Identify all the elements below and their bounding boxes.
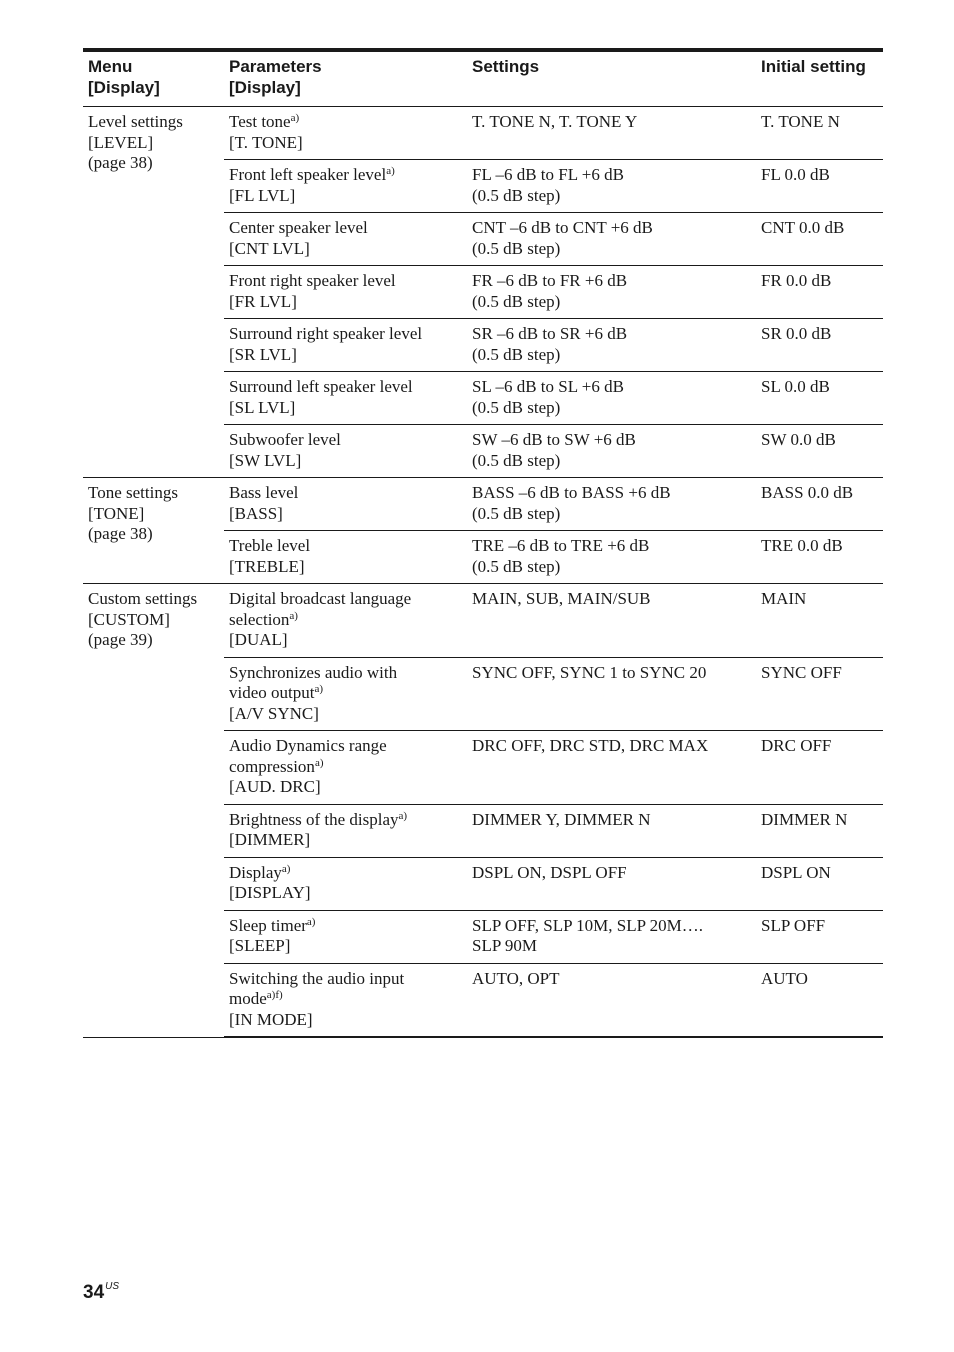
settings-line: (0.5 dB step) xyxy=(472,344,561,364)
display-code: [FL LVL] xyxy=(229,185,296,205)
settings-cell xyxy=(467,963,756,1037)
menu-line: Tone settings xyxy=(88,483,178,502)
parameter-line xyxy=(229,969,461,990)
parameter-name: Synchronizes audio with xyxy=(229,662,398,682)
initial-setting-cell: SLP OFF xyxy=(756,910,883,963)
parameter-line xyxy=(229,218,461,239)
settings-line: (0.5 dB step) xyxy=(472,450,561,470)
parameter-line xyxy=(229,663,461,684)
parameter-line xyxy=(229,430,461,451)
menu-line: (page 38) xyxy=(88,153,153,172)
parameter-cell xyxy=(224,425,467,478)
parameter-line xyxy=(229,989,461,1010)
display-code: [CNT LVL] xyxy=(229,238,310,258)
settings-line: SLP OFF, SLP 10M, SLP 20M…. xyxy=(472,915,704,935)
parameter-line xyxy=(229,757,461,778)
parameter-cell xyxy=(224,266,467,319)
parameter-name: selection xyxy=(229,609,290,629)
footnote-marker: a) xyxy=(386,164,395,177)
footnote-marker: a) xyxy=(314,682,324,695)
settings-table-container xyxy=(83,48,883,1038)
header-menu xyxy=(83,52,224,107)
settings-line: (0.5 dB step) xyxy=(472,291,561,311)
menu-line: Level settings xyxy=(88,112,183,131)
footnote-marker: a) xyxy=(314,756,324,769)
display-code: [DISPLAY] xyxy=(229,883,311,902)
display-code: [SW LVL] xyxy=(229,450,302,470)
parameter-name: Switching the audio input xyxy=(229,968,405,988)
parameter-cell xyxy=(224,319,467,372)
parameter-line xyxy=(229,377,461,398)
parameter-line xyxy=(229,683,461,704)
page-number-value: 34 xyxy=(83,1282,105,1303)
display-code: [SL LVL] xyxy=(229,397,296,417)
settings-cell xyxy=(467,531,756,584)
parameter-line xyxy=(229,610,461,631)
menu-line: [LEVEL] xyxy=(88,132,154,152)
menu-line: [CUSTOM] xyxy=(88,609,170,629)
parameter-cell xyxy=(224,478,467,531)
initial-setting-cell: SL 0.0 dB xyxy=(756,372,883,425)
initial-setting-cell: CNT 0.0 dB xyxy=(756,213,883,266)
settings-cell xyxy=(467,478,756,531)
settings-line: (0.5 dB step) xyxy=(472,238,561,258)
menu-line: Custom settings xyxy=(88,589,198,608)
settings-line: SLP 90M xyxy=(472,936,538,955)
settings-line: CNT –6 dB to CNT +6 dB xyxy=(472,218,653,237)
display-code: [T. TONE] xyxy=(229,132,303,152)
table-header-row xyxy=(83,52,883,107)
parameter-name: Front left speaker level xyxy=(229,165,387,184)
settings-line: TRE –6 dB to TRE +6 dB xyxy=(472,536,650,555)
initial-setting-cell: SR 0.0 dB xyxy=(756,319,883,372)
initial-setting-cell: SW 0.0 dB xyxy=(756,425,883,478)
table-row xyxy=(83,584,883,658)
parameter-name: Surround right speaker level xyxy=(229,324,423,343)
menu-cell xyxy=(83,107,224,478)
settings-line: SR –6 dB to SR +6 dB xyxy=(472,324,628,343)
parameter-name: Brightness of the display xyxy=(229,809,399,829)
menu-cell xyxy=(83,584,224,1038)
initial-setting-cell: SYNC OFF xyxy=(756,657,883,731)
footnote-marker: a) xyxy=(281,862,291,875)
display-code: [FR LVL] xyxy=(229,291,297,311)
display-code: [TREBLE] xyxy=(229,556,305,576)
initial-setting-cell: DRC OFF xyxy=(756,731,883,805)
menu-line: (page 38) xyxy=(88,524,153,543)
header-menu-line: [Display] xyxy=(88,78,160,97)
initial-setting-cell: AUTO xyxy=(756,963,883,1037)
header-settings: Settings xyxy=(467,52,756,107)
settings-line: FR –6 dB to FR +6 dB xyxy=(472,271,628,290)
parameter-name: Digital broadcast language xyxy=(229,589,412,608)
footnote-marker: a) xyxy=(290,111,300,124)
parameter-cell xyxy=(224,731,467,805)
parameter-line xyxy=(229,324,461,345)
settings-cell xyxy=(467,731,756,805)
table-row xyxy=(83,107,883,160)
parameter-name: Subwoofer level xyxy=(229,430,341,449)
parameter-name: Treble level xyxy=(229,536,311,555)
settings-cell xyxy=(467,160,756,213)
parameter-name: Display xyxy=(229,862,282,882)
settings-line: (0.5 dB step) xyxy=(472,185,561,205)
header-initial-setting: Initial setting xyxy=(756,52,883,107)
menu-cell xyxy=(83,478,224,584)
initial-setting-cell: DIMMER N xyxy=(756,804,883,857)
footnote-marker: a) xyxy=(289,609,298,622)
parameter-line xyxy=(229,589,461,610)
parameter-name: Audio Dynamics range xyxy=(229,736,387,755)
settings-line: (0.5 dB step) xyxy=(472,503,561,523)
parameter-line xyxy=(229,483,461,504)
parameter-name: Front right speaker level xyxy=(229,271,396,290)
display-code: [IN MODE] xyxy=(229,1009,313,1029)
settings-table xyxy=(83,52,883,1038)
page-number xyxy=(83,1281,119,1304)
parameter-cell xyxy=(224,804,467,857)
parameter-name: video output xyxy=(229,683,315,702)
settings-cell xyxy=(467,372,756,425)
settings-cell xyxy=(467,266,756,319)
parameter-cell xyxy=(224,657,467,731)
parameter-line xyxy=(229,271,461,292)
footnote-marker: a) xyxy=(398,809,408,822)
parameter-name: mode xyxy=(229,989,267,1008)
parameter-cell xyxy=(224,963,467,1037)
settings-line: (0.5 dB step) xyxy=(472,556,561,576)
settings-cell xyxy=(467,804,756,857)
parameter-cell xyxy=(224,213,467,266)
parameter-cell xyxy=(224,160,467,213)
parameter-cell xyxy=(224,857,467,910)
settings-line: FL –6 dB to FL +6 dB xyxy=(472,165,624,184)
settings-line: DIMMER Y, DIMMER N xyxy=(472,809,651,829)
parameter-line xyxy=(229,536,461,557)
initial-setting-cell: BASS 0.0 dB xyxy=(756,478,883,531)
initial-setting-cell: MAIN xyxy=(756,584,883,658)
settings-line: DRC OFF, DRC STD, DRC MAX xyxy=(472,736,709,755)
display-code: [BASS] xyxy=(229,503,283,523)
settings-cell xyxy=(467,657,756,731)
parameter-name: Sleep timer xyxy=(229,915,307,935)
settings-cell xyxy=(467,107,756,160)
parameter-line xyxy=(229,916,461,937)
header-parameters xyxy=(224,52,467,107)
parameter-line xyxy=(229,863,461,884)
footnote-marker: a)f) xyxy=(266,988,283,1001)
settings-cell xyxy=(467,319,756,372)
header-parameters-line: [Display] xyxy=(229,78,301,97)
initial-setting-cell: TRE 0.0 dB xyxy=(756,531,883,584)
parameter-line xyxy=(229,810,461,831)
parameter-line xyxy=(229,736,461,757)
settings-line: DSPL ON, DSPL OFF xyxy=(472,862,627,882)
header-menu-line: Menu xyxy=(88,57,133,76)
parameter-cell xyxy=(224,531,467,584)
settings-line: BASS –6 dB to BASS +6 dB xyxy=(472,483,671,502)
parameter-line xyxy=(229,165,461,186)
settings-line: (0.5 dB step) xyxy=(472,397,561,417)
settings-line: SYNC OFF, SYNC 1 to SYNC 20 xyxy=(472,662,707,682)
display-code: [DUAL] xyxy=(229,630,288,649)
initial-setting-cell: FL 0.0 dB xyxy=(756,160,883,213)
settings-cell xyxy=(467,584,756,658)
parameter-cell xyxy=(224,910,467,963)
parameter-name: Bass level xyxy=(229,483,299,502)
settings-cell xyxy=(467,910,756,963)
footnote-marker: a) xyxy=(306,915,316,928)
header-parameters-line: Parameters xyxy=(229,57,322,76)
display-code: [DIMMER] xyxy=(229,830,311,849)
menu-line: (page 39) xyxy=(88,630,153,649)
page-region: US xyxy=(105,1281,120,1292)
settings-line: SL –6 dB to SL +6 dB xyxy=(472,377,624,396)
settings-line: SW –6 dB to SW +6 dB xyxy=(472,430,636,449)
initial-setting-cell: T. TONE N xyxy=(756,107,883,160)
settings-cell xyxy=(467,425,756,478)
parameter-cell xyxy=(224,372,467,425)
menu-line: [TONE] xyxy=(88,503,145,523)
parameter-cell xyxy=(224,107,467,160)
display-code: [SR LVL] xyxy=(229,344,297,364)
initial-setting-cell: DSPL ON xyxy=(756,857,883,910)
settings-cell xyxy=(467,857,756,910)
parameter-name: Test tone xyxy=(229,112,291,131)
initial-setting-cell: FR 0.0 dB xyxy=(756,266,883,319)
table-row xyxy=(83,478,883,531)
display-code: [SLEEP] xyxy=(229,936,291,955)
settings-line: T. TONE N, T. TONE Y xyxy=(472,112,638,131)
parameter-cell xyxy=(224,584,467,658)
parameter-name: Center speaker level xyxy=(229,218,368,237)
settings-cell xyxy=(467,213,756,266)
settings-line: MAIN, SUB, MAIN/SUB xyxy=(472,589,651,608)
table-body xyxy=(83,107,883,1038)
settings-line: AUTO, OPT xyxy=(472,968,560,988)
display-code: [AUD. DRC] xyxy=(229,777,321,796)
parameter-name: Surround left speaker level xyxy=(229,377,413,396)
parameter-line xyxy=(229,112,461,133)
display-code: [A/V SYNC] xyxy=(229,703,319,723)
parameter-name: compression xyxy=(229,756,315,776)
